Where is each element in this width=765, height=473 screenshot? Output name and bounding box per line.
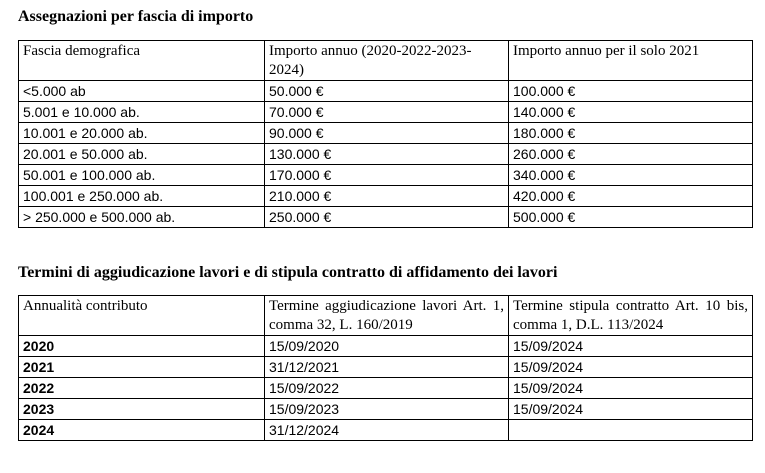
table-header-row bbox=[19, 296, 753, 336]
table-row bbox=[19, 336, 753, 357]
header-cell: Importo annuo (2020-2022-2023-2024) bbox=[265, 41, 509, 81]
header-cell: Termine stipula contratto Art. 10 bis, comma 1, D.L. 113/2024 bbox=[509, 296, 753, 336]
table-row bbox=[19, 123, 753, 144]
table-row bbox=[19, 399, 753, 420]
table-cell: 15/09/2020 bbox=[265, 336, 509, 357]
header-cell: Fascia demografica bbox=[19, 41, 265, 81]
table-cell: 50.000 € bbox=[265, 81, 509, 102]
header-cell: Termine aggiudicazione lavori Art. 1, comma 32, L. 160/2019 bbox=[265, 296, 509, 336]
table-cell: > 250.000 e 500.000 ab. bbox=[19, 207, 265, 228]
table-cell: 50.001 e 100.000 ab. bbox=[19, 165, 265, 186]
table-cell: 20.001 e 50.000 ab. bbox=[19, 144, 265, 165]
table-cell: 15/09/2024 bbox=[509, 399, 753, 420]
deadlines-table bbox=[18, 295, 753, 441]
header-cell: Importo annuo per il solo 2021 bbox=[509, 41, 753, 81]
table-cell: 340.000 € bbox=[509, 165, 753, 186]
table-row bbox=[19, 186, 753, 207]
table-cell: 130.000 € bbox=[265, 144, 509, 165]
table-row bbox=[19, 144, 753, 165]
table-cell: 31/12/2021 bbox=[265, 357, 509, 378]
table-cell: 5.001 e 10.000 ab. bbox=[19, 102, 265, 123]
table-cell: 250.000 € bbox=[265, 207, 509, 228]
table-row bbox=[19, 81, 753, 102]
table-cell: 500.000 € bbox=[509, 207, 753, 228]
table-row bbox=[19, 378, 753, 399]
table-cell: 100.001 e 250.000 ab. bbox=[19, 186, 265, 207]
table-cell: 15/09/2023 bbox=[265, 399, 509, 420]
table-cell: 100.000 € bbox=[509, 81, 753, 102]
table-row bbox=[19, 207, 753, 228]
table-cell: 2021 bbox=[19, 357, 265, 378]
table-cell: 15/09/2024 bbox=[509, 378, 753, 399]
section1-title: Assegnazioni per fascia di importo bbox=[18, 8, 254, 25]
table-cell: 140.000 € bbox=[509, 102, 753, 123]
table-cell: 15/09/2024 bbox=[509, 357, 753, 378]
table-cell: 420.000 € bbox=[509, 186, 753, 207]
table-cell: 2020 bbox=[19, 336, 265, 357]
table-cell: 180.000 € bbox=[509, 123, 753, 144]
table-cell bbox=[509, 420, 753, 441]
table-cell: 170.000 € bbox=[265, 165, 509, 186]
table-cell: 70.000 € bbox=[265, 102, 509, 123]
table-cell: <5.000 ab bbox=[19, 81, 265, 102]
table-header-row bbox=[19, 41, 753, 81]
table-cell: 2023 bbox=[19, 399, 265, 420]
table-row bbox=[19, 165, 753, 186]
table-row bbox=[19, 102, 753, 123]
table-cell: 260.000 € bbox=[509, 144, 753, 165]
table-cell: 15/09/2022 bbox=[265, 378, 509, 399]
table-cell: 15/09/2024 bbox=[509, 336, 753, 357]
table-cell: 2024 bbox=[19, 420, 265, 441]
table-row bbox=[19, 357, 753, 378]
table-cell: 90.000 € bbox=[265, 123, 509, 144]
section2-title: Termini di aggiudicazione lavori e di stipula contratto di affidamento dei lavori bbox=[18, 264, 558, 281]
header-cell: Annualità contributo bbox=[19, 296, 265, 336]
table-cell: 2022 bbox=[19, 378, 265, 399]
table-row bbox=[19, 420, 753, 441]
table-cell: 210.000 € bbox=[265, 186, 509, 207]
table-cell: 10.001 e 20.000 ab. bbox=[19, 123, 265, 144]
allocation-table bbox=[18, 40, 753, 228]
table-cell: 31/12/2024 bbox=[265, 420, 509, 441]
